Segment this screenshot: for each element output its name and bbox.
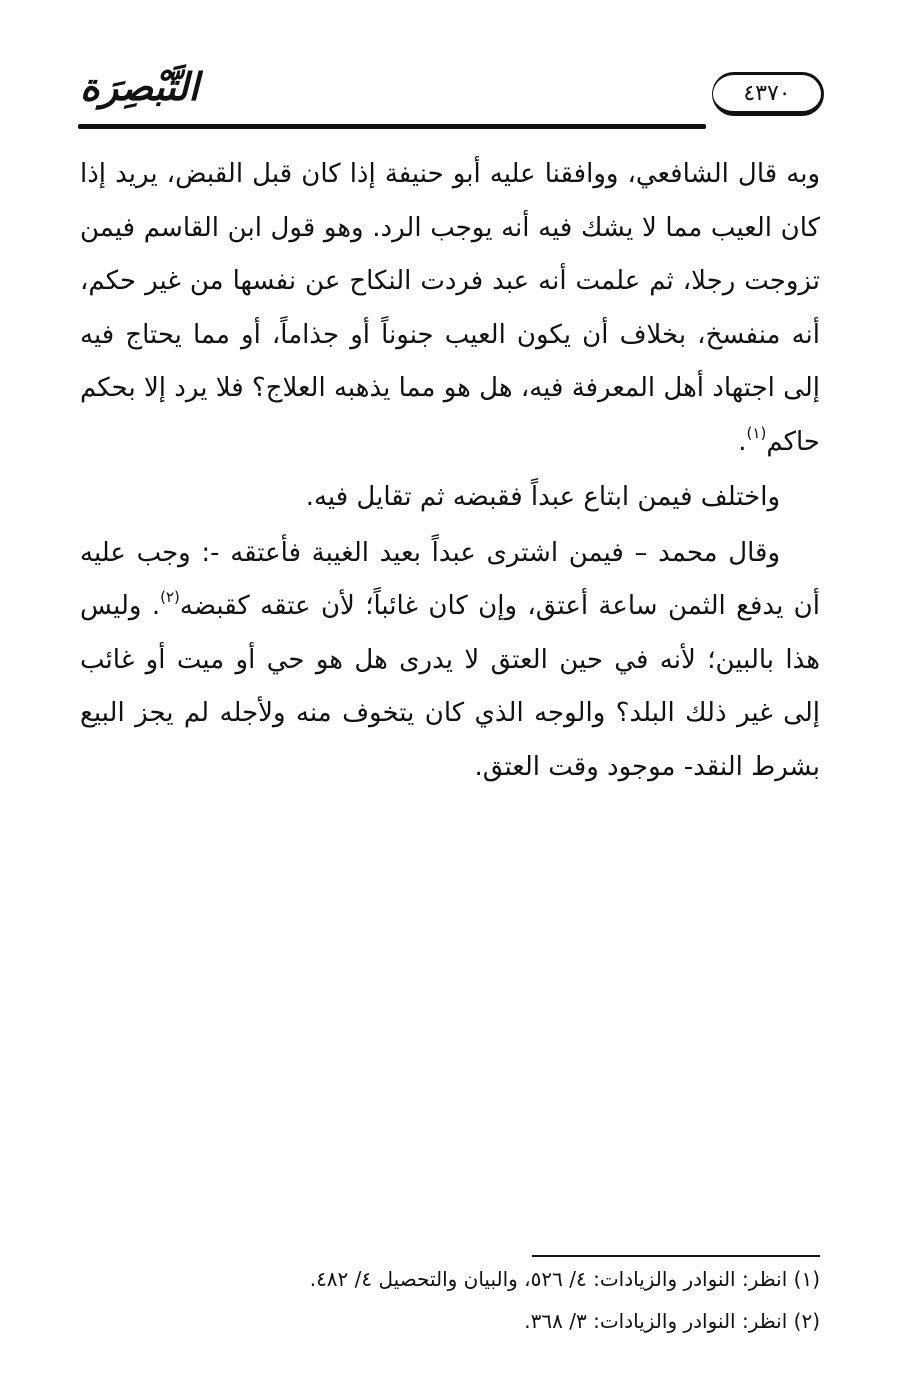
paragraph-text: وقال محمد – فيمن اشترى عبداً بعيد الغيبة فأعتقه -: وجب عليه أن يدفع الثمن ساعة أعتق، وإن كان غائباً؛ لأن عتقه كقبضه bbox=[80, 537, 820, 621]
paragraph-2 bbox=[80, 471, 820, 525]
paragraph-3 bbox=[80, 527, 820, 795]
book-title: التَّبْصِرَة bbox=[80, 64, 199, 109]
header-rule bbox=[78, 124, 706, 129]
paragraph-tail: . وليس هذا بالبين؛ لأنه في حين العتق لا يدرى هل هو حي أو ميت أو غائب إلى غير ذلك البلد؟ والوجه الذي كان يتخوف منه ولأجله لم يجز البيع بشرط النقد- موجود وقت العتق. bbox=[80, 591, 820, 782]
footnote-1: (١) انظر: النوادر والزيادات: ٤/ ٥٢٦، والبيان والتحصيل ٤/ ٤٨٢. bbox=[309, 1267, 820, 1291]
footnotes bbox=[80, 1258, 820, 1342]
page-header bbox=[78, 60, 824, 130]
paragraph-text: وبه قال الشافعي، ووافقنا عليه أبو حنيفة إذا كان قبل القبض، يريد إذا كان العيب مما لا يشك فيه أنه يوجب الرد. وهو قول ابن القاسم فيمن تزوجت رجلا، ثم علمت أنه عبد فردت النكاح عن نفسها من غير حكم، أنه منفسخ، بخلاف أن يكون العيب جنوناً أو جذاماً، أو مما يحتاج فيه إلى اجتهاد أهل المعرفة فيه، هل هو مما يذهبه العلاج؟ فلا يرد إلا بحكم حاكم bbox=[80, 159, 820, 457]
footnote-ref-2: (٢) bbox=[160, 588, 180, 606]
paragraph-tail: . bbox=[738, 426, 747, 457]
page-number: ٤٣٧٠ bbox=[712, 72, 824, 116]
paragraph-1 bbox=[80, 148, 820, 469]
footnote-2: (٢) انظر: النوادر والزيادات: ٣/ ٣٦٨. bbox=[524, 1309, 820, 1333]
footnote-ref-1: (١) bbox=[746, 423, 767, 442]
footnote-separator bbox=[532, 1255, 820, 1257]
paragraph-text: واختلف فيمن ابتاع عبداً فقبضه ثم تقايل فيه. bbox=[305, 482, 780, 512]
main-text bbox=[80, 148, 820, 794]
